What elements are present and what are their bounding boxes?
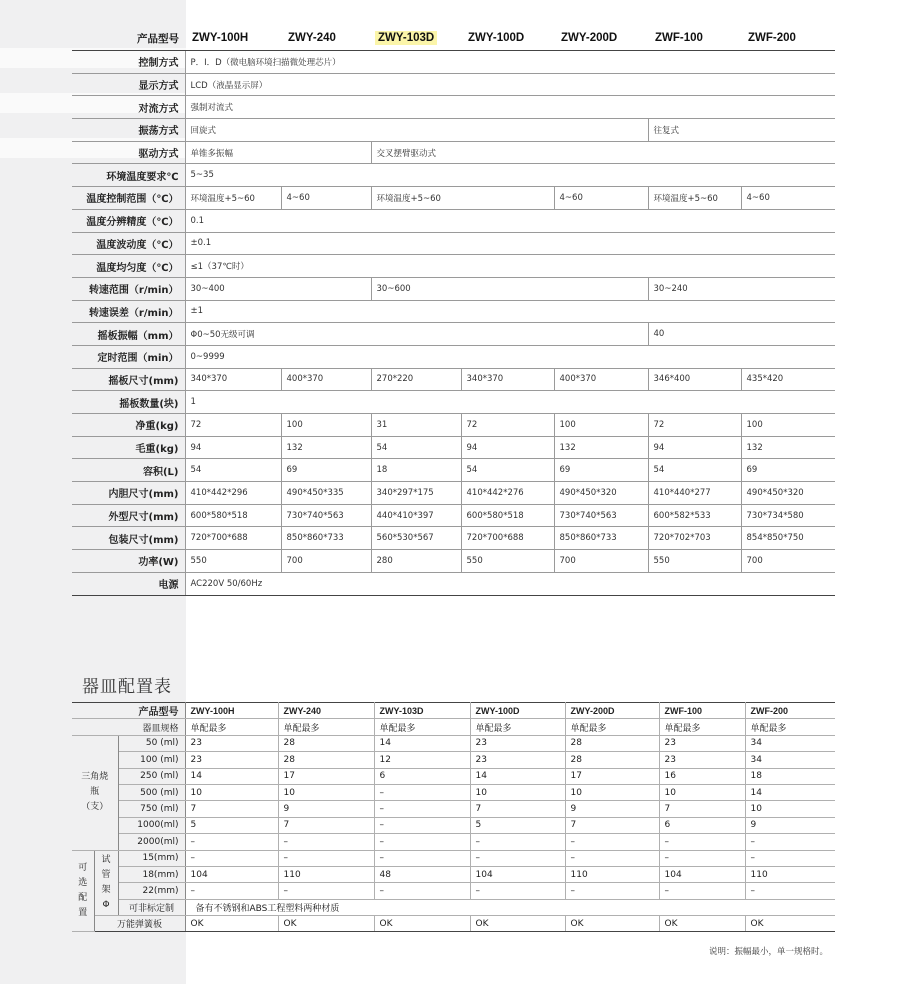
tube-value: 104 — [185, 866, 278, 882]
spec-value: 730*740*563 — [554, 504, 648, 527]
spec-row — [72, 141, 835, 164]
spec-row-label: 定时范围（min） — [72, 345, 185, 368]
flask-value: 7 — [185, 801, 278, 817]
tube-value: 104 — [470, 866, 565, 882]
spec-row-label: 摇板振幅（mm） — [72, 323, 185, 346]
flask-value: – — [374, 784, 470, 800]
spec-value: 340*370 — [185, 368, 281, 391]
flask-size: 2000(ml) — [118, 834, 185, 850]
config-spec-value: 单配最多 — [185, 719, 278, 735]
config-spec-value: 单配最多 — [278, 719, 374, 735]
custom-label: 可非标定制 — [118, 899, 185, 915]
spec-row — [72, 345, 835, 368]
config-spec-value: 单配最多 — [745, 719, 835, 735]
spec-row-label: 容积(L) — [72, 459, 185, 482]
spec-row-label: 显示方式 — [72, 73, 185, 96]
spec-value: 340*297*175 — [371, 482, 461, 505]
flask-value: 23 — [659, 735, 745, 751]
tube-value: – — [470, 850, 565, 866]
spec-value: LCD（液晶显示屏） — [185, 73, 835, 96]
flask-row — [72, 752, 835, 768]
model-header — [461, 26, 554, 51]
config-spec-value: 单配最多 — [659, 719, 745, 735]
spec-value: 18 — [371, 459, 461, 482]
spec-value: 100 — [281, 414, 371, 437]
tube-value: – — [185, 883, 278, 899]
flask-value: 10 — [470, 784, 565, 800]
model-name: ZWF-100 — [655, 32, 703, 44]
spec-value: 4~60 — [554, 187, 648, 210]
spring-value: OK — [470, 916, 565, 932]
config-spec-row — [72, 719, 835, 735]
config-model-header: ZWY-100D — [470, 703, 565, 719]
spec-value: 550 — [648, 550, 741, 573]
spec-row — [72, 277, 835, 300]
config-model-header: ZWF-100 — [659, 703, 745, 719]
spec-value: 72 — [185, 414, 281, 437]
tube-value: – — [278, 850, 374, 866]
spec-value: 720*702*703 — [648, 527, 741, 550]
spec-row-label: 温度控制范围（℃） — [72, 187, 185, 210]
spec-value: 4~60 — [281, 187, 371, 210]
spec-value: 94 — [461, 436, 554, 459]
flask-row — [72, 784, 835, 800]
model-name: ZWY-100D — [468, 32, 525, 44]
spec-value: 700 — [281, 550, 371, 573]
spec-value: 730*734*580 — [741, 504, 835, 527]
flask-size: 100 (ml) — [118, 752, 185, 768]
spec-value: 0.1 — [185, 209, 835, 232]
model-header — [185, 26, 281, 51]
spec-row-label: 环境温度要求℃ — [72, 164, 185, 187]
spec-value: 600*582*533 — [648, 504, 741, 527]
model-name: ZWY-240 — [288, 32, 336, 44]
tube-value: – — [745, 850, 835, 866]
flask-value: 23 — [185, 752, 278, 768]
flask-value: 28 — [278, 735, 374, 751]
spec-value: 环境温度+5~60 — [648, 187, 741, 210]
spec-table — [72, 26, 835, 596]
tube-rack-label: 试管架Φ — [94, 850, 118, 916]
spec-row — [72, 527, 835, 550]
flask-size: 500 (ml) — [118, 784, 185, 800]
spec-row-label: 温度均匀度（℃） — [72, 255, 185, 278]
model-header — [371, 26, 461, 51]
spec-row-label: 内胆尺寸(mm) — [72, 482, 185, 505]
config-model-header: ZWY-240 — [278, 703, 374, 719]
flask-value: 23 — [185, 735, 278, 751]
flask-value: 5 — [470, 817, 565, 833]
flask-size: 750 (ml) — [118, 801, 185, 817]
flask-value: – — [470, 834, 565, 850]
spec-row-label: 驱动方式 — [72, 141, 185, 164]
spec-row — [72, 164, 835, 187]
tube-value: – — [565, 883, 659, 899]
flask-value: 10 — [565, 784, 659, 800]
flask-value: 6 — [374, 768, 470, 784]
spec-value: 600*580*518 — [185, 504, 281, 527]
flask-value: 14 — [185, 768, 278, 784]
spec-value: 410*440*277 — [648, 482, 741, 505]
spec-value: 30~240 — [648, 277, 835, 300]
tube-value: – — [374, 883, 470, 899]
flask-value: – — [185, 834, 278, 850]
flask-value: 16 — [659, 768, 745, 784]
spec-value: 410*442*276 — [461, 482, 554, 505]
config-table — [72, 702, 835, 932]
spec-value: 850*860*733 — [554, 527, 648, 550]
spec-value: 72 — [461, 414, 554, 437]
model-header — [741, 26, 835, 51]
spec-value: 72 — [648, 414, 741, 437]
spec-row — [72, 232, 835, 255]
spec-value: 环境温度+5~60 — [371, 187, 554, 210]
spec-row — [72, 96, 835, 119]
flask-value: 34 — [745, 752, 835, 768]
spec-value: ±1 — [185, 300, 835, 323]
tube-size: 18(mm) — [118, 866, 185, 882]
spec-value: 100 — [741, 414, 835, 437]
flask-value: 10 — [185, 784, 278, 800]
spec-row — [72, 73, 835, 96]
config-model-header: ZWY-100H — [185, 703, 278, 719]
spring-label: 万能弹簧板 — [94, 916, 185, 932]
spec-value: 100 — [554, 414, 648, 437]
spec-value: 720*700*688 — [461, 527, 554, 550]
spec-value: Φ0~50无级可调 — [185, 323, 648, 346]
spec-value: 700 — [741, 550, 835, 573]
flask-value: 17 — [565, 768, 659, 784]
spec-row — [72, 414, 835, 437]
tube-value: – — [470, 883, 565, 899]
spec-row-label: 摇板尺寸(mm) — [72, 368, 185, 391]
spec-row-label: 净重(kg) — [72, 414, 185, 437]
spec-value: 550 — [461, 550, 554, 573]
spec-row — [72, 119, 835, 142]
tube-value: 110 — [278, 866, 374, 882]
spec-value: 环境温度+5~60 — [185, 187, 281, 210]
flask-group-label: 三角烧瓶（支） — [72, 735, 118, 850]
spec-value: 交叉摆臂驱动式 — [371, 141, 835, 164]
flask-value: 6 — [659, 817, 745, 833]
tube-rack-row — [72, 850, 835, 866]
spec-value: 132 — [281, 436, 371, 459]
spring-value: OK — [745, 916, 835, 932]
custom-text: 备有不锈钢和ABS工程塑料两种材质 — [185, 899, 835, 915]
flask-value: 10 — [659, 784, 745, 800]
spec-value: 410*442*296 — [185, 482, 281, 505]
config-spec-value: 单配最多 — [470, 719, 565, 735]
flask-value: 7 — [565, 817, 659, 833]
spec-row-label: 电源 — [72, 572, 185, 595]
tube-value: – — [745, 883, 835, 899]
spec-value: 600*580*518 — [461, 504, 554, 527]
tube-value: – — [659, 883, 745, 899]
custom-row — [72, 899, 835, 915]
flask-row — [72, 735, 835, 751]
spec-row-label: 转速范围（r/min） — [72, 277, 185, 300]
spec-value: ±0.1 — [185, 232, 835, 255]
spec-header-row — [72, 26, 835, 51]
flask-value: 28 — [565, 735, 659, 751]
spec-value: 850*860*733 — [281, 527, 371, 550]
flask-value: 23 — [470, 752, 565, 768]
spec-value: 40 — [648, 323, 835, 346]
spec-value: 270*220 — [371, 368, 461, 391]
flask-value: 34 — [745, 735, 835, 751]
flask-value: 7 — [659, 801, 745, 817]
model-header — [554, 26, 648, 51]
flask-value: 10 — [745, 801, 835, 817]
spec-row — [72, 459, 835, 482]
spec-value: 54 — [185, 459, 281, 482]
flask-value: 9 — [278, 801, 374, 817]
spec-row-label: 外型尺寸(mm) — [72, 504, 185, 527]
flask-row — [72, 834, 835, 850]
spec-value: 54 — [648, 459, 741, 482]
spec-row-label: 温度波动度（℃） — [72, 232, 185, 255]
flask-row — [72, 801, 835, 817]
flask-value: 23 — [470, 735, 565, 751]
config-table-title: 器皿配置表 — [82, 677, 172, 697]
spec-row — [72, 368, 835, 391]
spec-value: 550 — [185, 550, 281, 573]
flask-value: 12 — [374, 752, 470, 768]
flask-value: – — [565, 834, 659, 850]
footnote: 说明：振幅最小，单一规格时。 — [708, 947, 828, 957]
spec-header-label: 产品型号 — [72, 26, 185, 51]
spec-value: 单锥多振幅 — [185, 141, 371, 164]
flask-value: – — [745, 834, 835, 850]
spec-value: 346*400 — [648, 368, 741, 391]
spec-value: 854*850*750 — [741, 527, 835, 550]
spec-value: 回旋式 — [185, 119, 648, 142]
spec-value: 340*370 — [461, 368, 554, 391]
tube-size: 15(mm) — [118, 850, 185, 866]
spec-row — [72, 51, 835, 74]
model-header — [281, 26, 371, 51]
spring-value: OK — [374, 916, 470, 932]
spec-row — [72, 187, 835, 210]
spec-row-label: 对流方式 — [72, 96, 185, 119]
flask-value: 14 — [374, 735, 470, 751]
optional-group-label: 可选配置 — [72, 850, 94, 932]
spec-row — [72, 482, 835, 505]
spec-value: 54 — [461, 459, 554, 482]
config-header-label: 产品型号 — [72, 703, 185, 719]
spec-value: 560*530*567 — [371, 527, 461, 550]
flask-value: – — [374, 801, 470, 817]
spec-value: 440*410*397 — [371, 504, 461, 527]
flask-value: – — [659, 834, 745, 850]
spec-value: 720*700*688 — [185, 527, 281, 550]
spec-row-label: 摇板数量(块) — [72, 391, 185, 414]
spec-row — [72, 572, 835, 595]
tube-rack-row — [72, 866, 835, 882]
flask-size: 50 (ml) — [118, 735, 185, 751]
spec-row-label: 振荡方式 — [72, 119, 185, 142]
config-model-header: ZWF-200 — [745, 703, 835, 719]
spec-value: 69 — [554, 459, 648, 482]
spec-row — [72, 391, 835, 414]
spec-value: 94 — [185, 436, 281, 459]
flask-value: 9 — [745, 817, 835, 833]
tube-value: – — [374, 850, 470, 866]
flask-value: 10 — [278, 784, 374, 800]
tube-rack-row — [72, 883, 835, 899]
spec-value: 30~400 — [185, 277, 371, 300]
spec-value: 往复式 — [648, 119, 835, 142]
model-name: ZWY-200D — [561, 32, 618, 44]
spec-row — [72, 550, 835, 573]
spec-value: 700 — [554, 550, 648, 573]
model-name-highlighted: ZWY-103D — [375, 31, 437, 45]
spec-value: 435*420 — [741, 368, 835, 391]
flask-value: – — [374, 834, 470, 850]
spec-value: 4~60 — [741, 187, 835, 210]
flask-value: 17 — [278, 768, 374, 784]
flask-value: 14 — [745, 784, 835, 800]
spec-row-label: 包装尺寸(mm) — [72, 527, 185, 550]
config-model-header: ZWY-200D — [565, 703, 659, 719]
spec-row-label: 转速误差（r/min） — [72, 300, 185, 323]
spec-row-label: 控制方式 — [72, 51, 185, 74]
spec-value: 490*450*335 — [281, 482, 371, 505]
spec-value: 30~600 — [371, 277, 648, 300]
spec-value: 1 — [185, 391, 835, 414]
spec-value: 0~9999 — [185, 345, 835, 368]
config-spec-label: 器皿规格 — [72, 719, 185, 735]
spring-row — [72, 916, 835, 932]
spec-value: AC220V 50/60Hz — [185, 572, 835, 595]
spring-value: OK — [185, 916, 278, 932]
spec-value: 54 — [371, 436, 461, 459]
config-header-row — [72, 703, 835, 719]
tube-value: – — [185, 850, 278, 866]
flask-value: 14 — [470, 768, 565, 784]
spec-row-label: 温度分辨精度（℃） — [72, 209, 185, 232]
tube-value: – — [565, 850, 659, 866]
flask-value: 7 — [278, 817, 374, 833]
spec-value: 490*450*320 — [741, 482, 835, 505]
spec-value: P．I．D（微电脑环境扫描微处理芯片） — [185, 51, 835, 74]
flask-row — [72, 768, 835, 784]
spec-value: 400*370 — [281, 368, 371, 391]
spec-value: 69 — [741, 459, 835, 482]
flask-value: – — [374, 817, 470, 833]
spec-row — [72, 209, 835, 232]
tube-value: 110 — [745, 866, 835, 882]
tube-value: 104 — [659, 866, 745, 882]
spec-row-label: 功率(W) — [72, 550, 185, 573]
spec-value: 132 — [741, 436, 835, 459]
spec-value: 280 — [371, 550, 461, 573]
spec-value: 490*450*320 — [554, 482, 648, 505]
model-name: ZWY-100H — [192, 32, 249, 44]
tube-value: 48 — [374, 866, 470, 882]
spec-value: 5~35 — [185, 164, 835, 187]
spec-row — [72, 504, 835, 527]
spec-row-label: 毛重(kg) — [72, 436, 185, 459]
spec-value: ≤1（37℃时） — [185, 255, 835, 278]
model-name: ZWF-200 — [748, 32, 796, 44]
model-header — [648, 26, 741, 51]
flask-size: 250 (ml) — [118, 768, 185, 784]
spring-value: OK — [278, 916, 374, 932]
tube-value: – — [659, 850, 745, 866]
spec-row — [72, 255, 835, 278]
flask-value: 28 — [278, 752, 374, 768]
flask-value: 7 — [470, 801, 565, 817]
spec-value: 69 — [281, 459, 371, 482]
flask-value: 5 — [185, 817, 278, 833]
flask-value: – — [278, 834, 374, 850]
tube-value: – — [278, 883, 374, 899]
config-model-header: ZWY-103D — [374, 703, 470, 719]
spec-value: 400*370 — [554, 368, 648, 391]
spring-value: OK — [659, 916, 745, 932]
spec-value: 730*740*563 — [281, 504, 371, 527]
flask-value: 23 — [659, 752, 745, 768]
flask-value: 9 — [565, 801, 659, 817]
flask-row — [72, 817, 835, 833]
tube-value: 110 — [565, 866, 659, 882]
spec-row — [72, 300, 835, 323]
spec-row — [72, 436, 835, 459]
flask-value: 18 — [745, 768, 835, 784]
flask-value: 28 — [565, 752, 659, 768]
config-spec-value: 单配最多 — [374, 719, 470, 735]
spec-value: 强制对流式 — [185, 96, 835, 119]
flask-size: 1000(ml) — [118, 817, 185, 833]
spec-value: 94 — [648, 436, 741, 459]
tube-size: 22(mm) — [118, 883, 185, 899]
spec-value: 31 — [371, 414, 461, 437]
config-spec-value: 单配最多 — [565, 719, 659, 735]
spec-row — [72, 323, 835, 346]
spring-value: OK — [565, 916, 659, 932]
spec-value: 132 — [554, 436, 648, 459]
